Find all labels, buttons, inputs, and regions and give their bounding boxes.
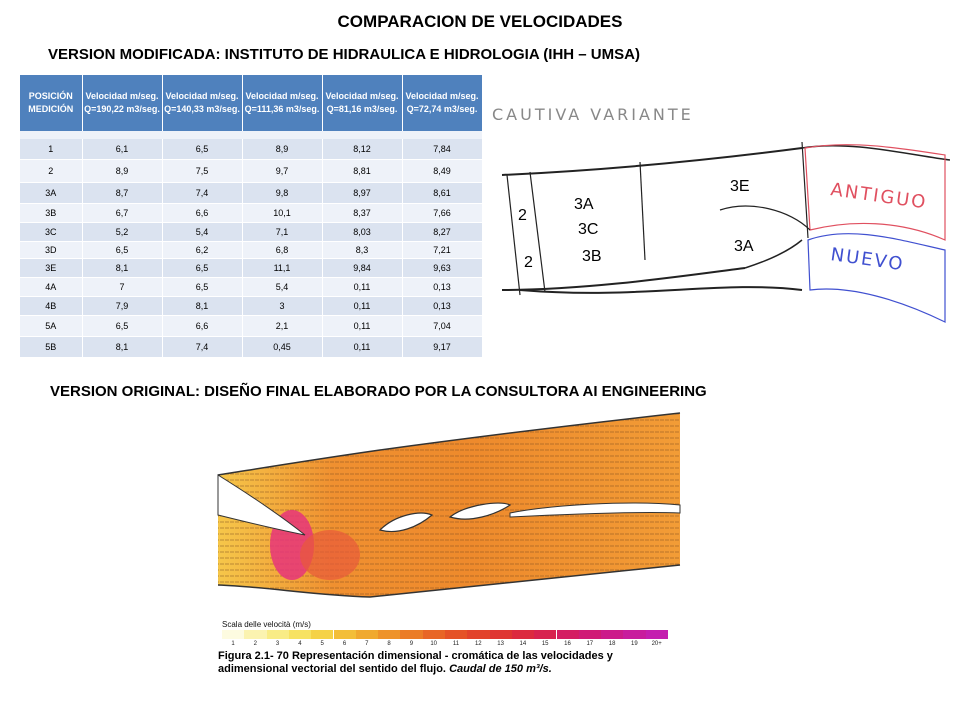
table-cell-velocity: 9,7 (242, 160, 322, 183)
legend-value: 8 (387, 641, 391, 647)
table-cell-velocity: 8,03 (322, 223, 402, 242)
legend-swatch (244, 630, 266, 639)
legend-swatch (334, 630, 356, 639)
table-cell-position: 2 (20, 160, 82, 183)
legend-value: 14 (519, 641, 527, 647)
table-cell-velocity: 8,37 (322, 204, 402, 223)
table-cell-velocity: 6,1 (82, 139, 162, 160)
table-cell-velocity: 9,8 (242, 183, 322, 204)
table-cell-velocity: 2,1 (242, 316, 322, 337)
table-cell-position: 5A (20, 316, 82, 337)
table-cell-velocity: 7,5 (162, 160, 242, 183)
plan-label-2-bottom: 2 (524, 254, 533, 271)
legend-swatch (623, 630, 645, 639)
legend-value: 10 (430, 641, 438, 647)
table-cell-velocity: 6,5 (162, 278, 242, 297)
legend-title: Scala delle velocità (m/s) (222, 620, 311, 629)
table-cell-velocity: 8,1 (82, 337, 162, 358)
table-cell-velocity: 6,5 (162, 139, 242, 160)
table-cell-velocity: 7,84 (402, 139, 482, 160)
legend-value: 15 (541, 641, 549, 647)
plan-label-3a-left: 3A (574, 196, 594, 213)
channel-top-wall (502, 148, 802, 175)
table-cell-velocity: 8,12 (322, 139, 402, 160)
header-q-140: Velocidad m/seg. Q=140,33 m3/seg. (162, 75, 242, 131)
legend-value: 3 (275, 641, 280, 647)
legend-swatch (512, 630, 534, 639)
table-cell-velocity: 6,7 (82, 204, 162, 223)
table-cell-position: 4A (20, 278, 82, 297)
figure-caption (218, 650, 708, 676)
table-cell-velocity: 7,4 (162, 183, 242, 204)
table-cell-velocity: 0,13 (402, 297, 482, 316)
table-cell-velocity: 7,1 (242, 223, 322, 242)
table-row (20, 139, 482, 160)
table-row (20, 183, 482, 204)
table-cell-velocity: 0,11 (322, 316, 402, 337)
table-cell-velocity: 5,2 (82, 223, 162, 242)
table-cell-velocity: 9,84 (322, 259, 402, 278)
header-q-81: Velocidad m/seg. Q=81,16 m3/seg. (322, 75, 402, 131)
table-cell-velocity: 5,4 (162, 223, 242, 242)
caption-line-2 (218, 663, 708, 676)
table-cell-velocity: 6,5 (82, 316, 162, 337)
velocity-contour-figure (210, 405, 700, 615)
plan-label-3b: 3B (582, 248, 602, 265)
table-cell-position: 5B (20, 337, 82, 358)
legend-value: 19 (631, 641, 638, 647)
table-cell-position: 3E (20, 259, 82, 278)
nuevo-label: NUEVO (829, 244, 906, 276)
legend-swatch (311, 630, 333, 639)
subtitle-modified-version: VERSION MODIFICADA: INSTITUTO DE HIDRAULICA E HIDROLOGIA (IHH – UMSA) (48, 46, 640, 63)
table-cell-velocity: 10,1 (242, 204, 322, 223)
legend-value: 1 (231, 641, 235, 647)
table-row (20, 160, 482, 183)
legend-swatch (400, 630, 422, 639)
table-cell-position: 4B (20, 297, 82, 316)
legend-swatch (601, 630, 623, 639)
legend-value: 17 (586, 641, 594, 647)
plan-top-text: CAUTIVA VARIANTE (492, 105, 694, 124)
table-cell-position: 3C (20, 223, 82, 242)
subtitle-original-version: VERSION ORIGINAL: DISEÑO FINAL ELABORADO POR LA CONSULTORA AI ENGINEERING (50, 383, 707, 400)
table-cell-velocity: 5,4 (242, 278, 322, 297)
section-line-3 (640, 162, 645, 260)
split-wall (720, 206, 810, 230)
plan-label-3a-right: 3A (734, 238, 754, 255)
legend-value: 6 (342, 641, 347, 647)
table-cell-velocity: 6,6 (162, 204, 242, 223)
table-cell-velocity: 0,45 (242, 337, 322, 358)
table-cell-velocity: 7 (82, 278, 162, 297)
table-cell-velocity: 0,11 (322, 278, 402, 297)
plan-label-2-top: 2 (518, 207, 527, 224)
legend-value: 18 (608, 641, 616, 647)
legend-swatch (222, 630, 244, 639)
channel-mid-wall (502, 268, 745, 290)
legend-value: 13 (497, 641, 504, 647)
nuevo-outline (808, 234, 945, 322)
channel-plan-sketch (490, 100, 950, 325)
legend-value: 2 (253, 641, 257, 647)
table-row (20, 204, 482, 223)
header-q-190: Velocidad m/seg. Q=190,22 m3/seg. (82, 75, 162, 131)
header-q-111: Velocidad m/seg. Q=111,36 m3/seg. (242, 75, 322, 131)
table-cell-velocity: 0,11 (322, 337, 402, 358)
header-position: POSICIÓN MEDICIÓN (20, 75, 82, 131)
legend-swatch (534, 630, 556, 639)
legend-value: 20+ (651, 641, 662, 647)
legend-value: 11 (452, 641, 460, 647)
table-cell-velocity: 7,21 (402, 242, 482, 259)
velocity-table (20, 75, 483, 358)
table-row (20, 297, 482, 316)
table-cell-velocity: 8,27 (402, 223, 482, 242)
table-cell-velocity: 0,13 (402, 278, 482, 297)
section-line-1 (507, 175, 520, 295)
table-spacer-row (20, 131, 482, 139)
mid-velocity-zone (300, 530, 360, 580)
table-cell-velocity: 9,63 (402, 259, 482, 278)
legend-swatch (445, 630, 467, 639)
page-title: COMPARACION DE VELOCIDADES (337, 12, 623, 31)
table-cell-velocity: 7,9 (82, 297, 162, 316)
legend-swatch (267, 630, 289, 639)
plan-label-3c: 3C (578, 221, 599, 238)
table-cell-velocity: 7,66 (402, 204, 482, 223)
table-cell-position: 1 (20, 139, 82, 160)
table-cell-position: 3D (20, 242, 82, 259)
header-q-72: Velocidad m/seg. Q=72,74 m3/seg. (402, 75, 482, 131)
table-row (20, 278, 482, 297)
legend-swatch (356, 630, 378, 639)
table-cell-velocity: 9,17 (402, 337, 482, 358)
table-cell-velocity: 11,1 (242, 259, 322, 278)
table-cell-position: 3B (20, 204, 82, 223)
table-cell-velocity: 6,2 (162, 242, 242, 259)
legend-value: 9 (409, 641, 414, 647)
caption-line-2-flow: Caudal de 150 m³/s. (449, 663, 552, 675)
legend-swatch (579, 630, 601, 639)
table-cell-velocity: 8,7 (82, 183, 162, 204)
table-cell-velocity: 8,81 (322, 160, 402, 183)
table-cell-velocity: 7,04 (402, 316, 482, 337)
table-cell-velocity: 6,5 (162, 259, 242, 278)
table-row (20, 242, 482, 259)
legend-value: 4 (298, 641, 302, 647)
legend-swatch (423, 630, 445, 639)
table-row (20, 337, 482, 358)
legend-swatch (467, 630, 489, 639)
legend-swatch (490, 630, 512, 639)
legend-value: 5 (320, 641, 324, 647)
table-cell-velocity: 0,11 (322, 297, 402, 316)
caption-line-2-text: adimensional vectorial del sentido del flujo. (218, 663, 446, 675)
table-cell-velocity: 3 (242, 297, 322, 316)
legend-swatch (557, 630, 579, 639)
antiguo-label: ANTIGUO (829, 179, 929, 214)
table-cell-velocity: 8,61 (402, 183, 482, 204)
legend-value: 12 (474, 641, 482, 647)
table-row (20, 223, 482, 242)
table-cell-velocity: 8,1 (82, 259, 162, 278)
legend-swatch (646, 630, 668, 639)
legend-value: 16 (564, 641, 571, 647)
caption-line-1: Figura 2.1- 70 Representación dimensional - cromática de las velocidades y (218, 650, 613, 662)
table-row (20, 316, 482, 337)
table-cell-position: 3A (20, 183, 82, 204)
table-cell-velocity: 8,97 (322, 183, 402, 204)
table-cell-velocity: 8,9 (242, 139, 322, 160)
table-cell-velocity: 6,5 (82, 242, 162, 259)
table-cell-velocity: 8,9 (82, 160, 162, 183)
legend-swatch (378, 630, 400, 639)
legend-value: 7 (365, 641, 369, 647)
table-body (20, 131, 482, 358)
plan-label-3e: 3E (730, 178, 750, 195)
table-header-row (20, 75, 482, 131)
legend-swatch (289, 630, 311, 639)
table-cell-velocity: 8,3 (322, 242, 402, 259)
table-cell-velocity: 7,4 (162, 337, 242, 358)
table-cell-velocity: 8,1 (162, 297, 242, 316)
section-line-2 (530, 172, 545, 292)
table-cell-velocity: 8,49 (402, 160, 482, 183)
table-cell-velocity: 6,8 (242, 242, 322, 259)
table-row (20, 259, 482, 278)
table-cell-velocity: 6,6 (162, 316, 242, 337)
